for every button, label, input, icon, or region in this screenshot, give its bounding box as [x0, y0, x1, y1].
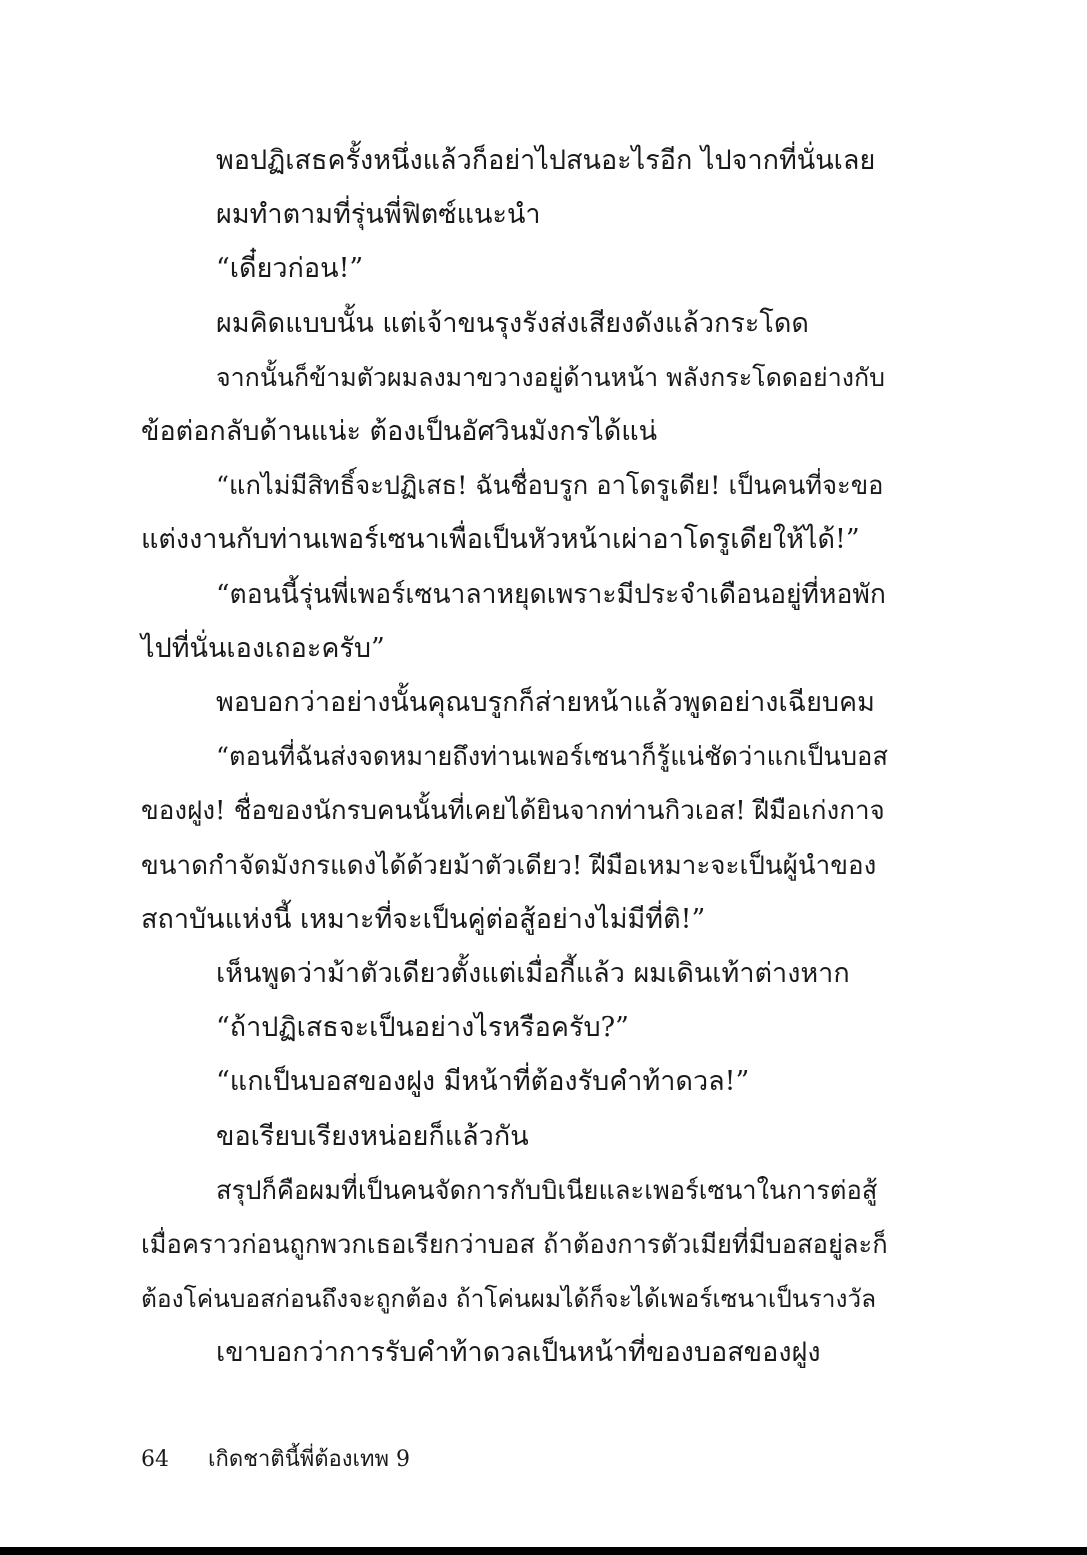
text-line: ของฝูง! ชื่อของนักรบคนนั้นที่เคยได้ยินจากท่านกิวเอส! ฝีมือเก่งกาจ — [141, 796, 885, 827]
text-line: ขอเรียบเรียงหน่อยก็แล้วกัน — [216, 1120, 529, 1152]
text-line: “แกไม่มีสิทธิ์จะปฏิเสธ! ฉันชื่อบรูก อาโดรูเดีย! เป็นคนที่จะขอ — [216, 471, 884, 502]
text-line: ขนาดกำจัดมังกรแดงได้ด้วยม้าตัวเดียว! ฝีมือเหมาะจะเป็นผู้นำของ — [141, 850, 877, 881]
text-line: พอบอกว่าอย่างนั้นคุณบรูกก็ส่ายหน้าแล้วพูดอย่างเฉียบคม — [216, 687, 875, 719]
text-line: ข้อต่อกลับด้านแน่ะ ต้องเป็นอัศวินมังกรได้แน่ — [141, 416, 658, 448]
book-title: เกิดชาตินี้พี่ต้องเทพ 9 — [208, 1447, 410, 1472]
text-line: ผมทำตามที่รุ่นพี่ฟิตซ์แนะนำ — [216, 199, 541, 231]
page-footer — [141, 1442, 410, 1478]
text-line: “ตอนนี้รุ่นพี่เพอร์เซนาลาหยุดเพราะมีประจำเดือนอยู่ที่หอพัก — [216, 578, 886, 610]
page-number: 64 — [141, 1447, 169, 1472]
text-line: “ถ้าปฏิเสธจะเป็นอย่างไรหรือครับ?” — [216, 1012, 629, 1044]
text-line: สรุปก็คือผมที่เป็นคนจัดการกับบิเนียและเพอร์เซนาในการต่อสู้ — [216, 1175, 878, 1206]
text-line: เขาบอกว่าการรับคำท้าดวลเป็นหน้าที่ของบอสของฝูง — [216, 1337, 821, 1369]
text-line: ผมคิดแบบนั้น แต่เจ้าขนรุงรังส่งเสียงดังแล้วกระโดด — [216, 307, 809, 339]
text-line: “แกเป็นบอสของฝูง มีหน้าที่ต้องรับคำท้าดวล!” — [216, 1066, 750, 1098]
text-line: “เดี๋ยวก่อน!” — [216, 253, 364, 285]
text-line: พอปฏิเสธครั้งหนึ่งแล้วก็อย่าไปสนอะไรอีก ไปจากที่นั่นเลย — [216, 145, 876, 176]
text-line: “ตอนที่ฉันส่งจดหมายถึงท่านเพอร์เซนาก็รู้แน่ชัดว่าแกเป็นบอส — [216, 742, 888, 773]
page-body — [141, 134, 886, 1381]
text-line: ต้องโค่นบอสก่อนถึงจะถูกต้อง ถ้าโค่นผมได้ก็จะได้เพอร์เซนาเป็นรางวัล — [141, 1284, 877, 1314]
text-line: เมื่อคราวก่อนถูกพวกเธอเรียกว่าบอส ถ้าต้องการตัวเมียที่มีบอสอยู่ละก็ — [141, 1230, 888, 1261]
text-line: จากนั้นก็ข้ามตัวผมลงมาขวางอยู่ด้านหน้า พลังกระโดดอย่างกับ — [216, 362, 885, 392]
text-line: เห็นพูดว่าม้าตัวเดียวตั้งแต่เมื่อกี้แล้ว ผมเดินเท้าต่างหาก — [216, 958, 850, 990]
text-line: ไปที่นั่นเองเถอะครับ” — [141, 632, 385, 664]
text-line: แต่งงานกับท่านเพอร์เซนาเพื่อเป็นหัวหน้าเผ่าอาโดรูเดียให้ได้!” — [141, 524, 860, 556]
bottom-divider-bar — [0, 1547, 1087, 1555]
text-line: สถาบันแห่งนี้ เหมาะที่จะเป็นคู่ต่อสู้อย่างไม่มีที่ติ!” — [141, 903, 706, 935]
